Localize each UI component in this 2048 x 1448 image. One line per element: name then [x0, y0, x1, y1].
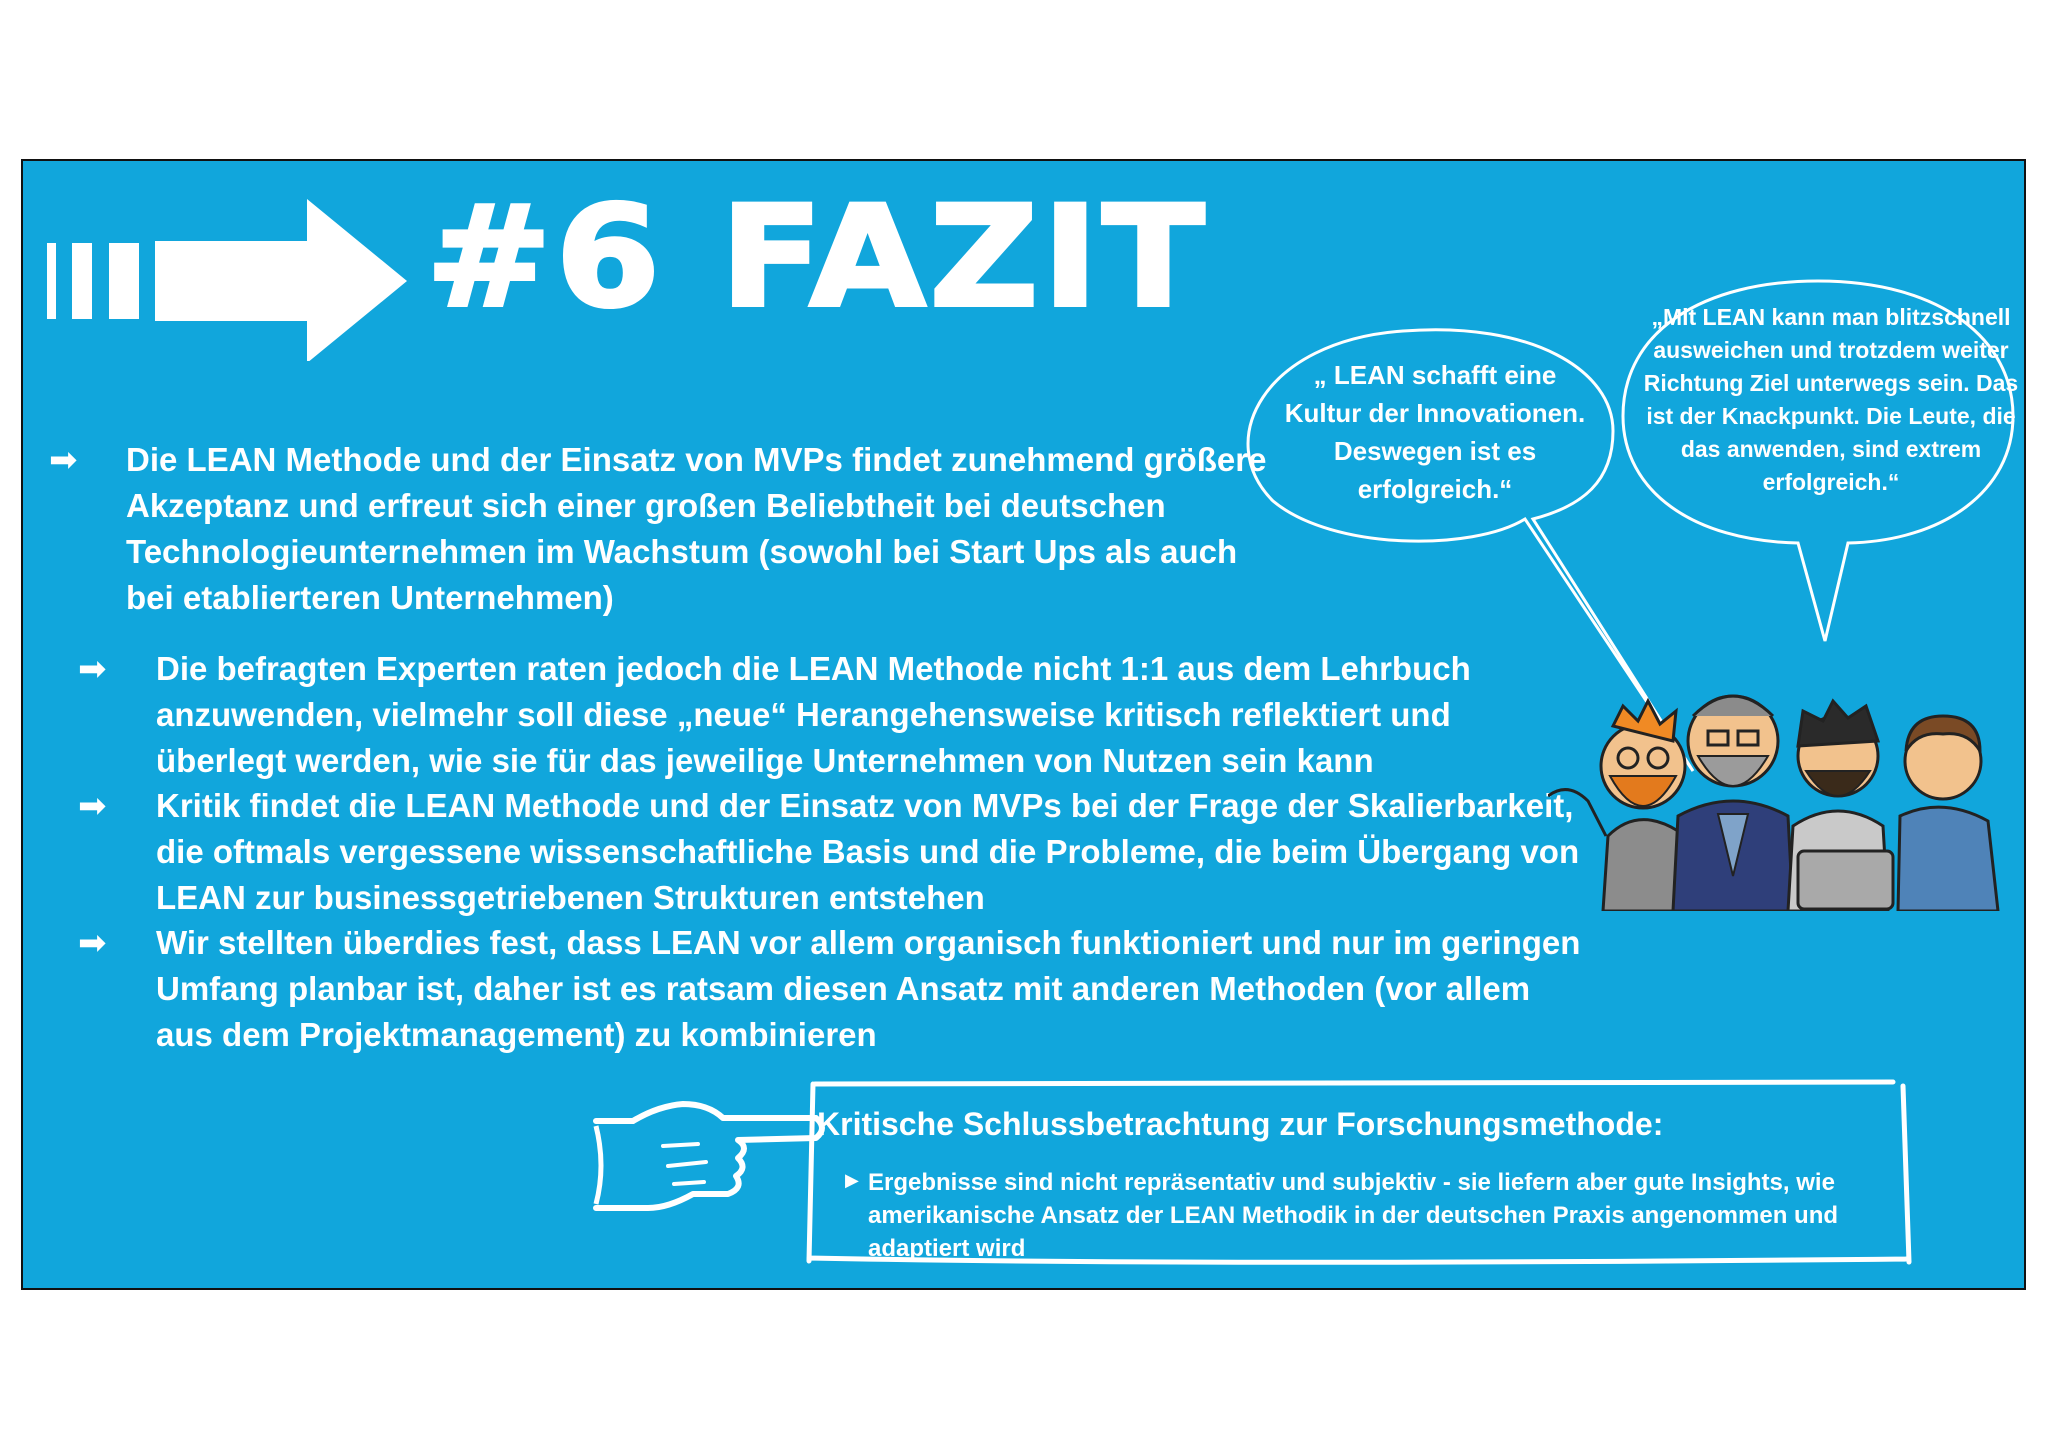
bullet-2: Die befragten Experten raten jedoch die LEAN Methode nicht 1:1 aus dem Lehrbuch anzuwenden, vielmehr soll diese „neue“ Herangehensweise kritisch reflektiert und überlegt werden, wie sie für das jeweilige Unternehmen von Nutzen sein kann — [156, 650, 1471, 779]
bullet-1: Die LEAN Methode und der Einsatz von MVPs findet zunehmend größere Akzeptanz und erfreut sich einer großen Beliebtheit bei deutschen Technologieunternehmen im Wachstum (sowohl bei Start Ups als auch bei etablierteren Unternehmen) — [126, 441, 1267, 616]
cartoon-team-image — [1548, 646, 2018, 911]
quote-2: „Mit LEAN kann man blitzschnell ausweichen und trotzdem weiter Richtung Ziel unterwegs sein. Das ist der Knackpunkt. Die Leute, die das anwenden, sind extrem erfolgreich.“ — [1643, 304, 2019, 495]
conclusion-item: Ergebnisse sind nicht repräsentativ und subjektiv - sie liefern aber gute Insights, wie amerikanische Ansatz der LEAN Methodik in der deutschen Praxis angenommen und adaptiert wird — [868, 1169, 1839, 1262]
right-arrow-icon: ➡ — [78, 923, 107, 963]
title-arrow-icon — [47, 181, 417, 361]
page-title: #6 FAZIT — [426, 176, 1209, 339]
right-arrow-icon: ➡ — [78, 649, 107, 689]
right-arrow-icon: ➡ — [49, 440, 78, 480]
pointing-hand-icon — [588, 1096, 828, 1216]
conclusion-title: Kritische Schlussbetrachtung zur Forschungsmethode: — [817, 1106, 1664, 1142]
slide — [21, 159, 2026, 1290]
right-arrow-icon: ➡ — [78, 786, 107, 826]
bullet-4: Wir stellten überdies fest, dass LEAN vor allem organisch funktioniert und nur im geringen Umfang planbar ist, daher ist es ratsam diesen Ansatz mit anderen Methoden (vor allem aus dem Projektmanagement) zu kombinieren — [156, 924, 1581, 1053]
bullet-3: Kritik findet die LEAN Methode und der Einsatz von MVPs bei der Frage der Skalierbarkeit, die oftmals vergessene wissenschaftliche Basis und die Probleme, die beim Übergang von LEAN zur businessgetriebenen Strukturen entstehen — [156, 787, 1580, 916]
bullet-triangle-icon: ▶ — [845, 1170, 859, 1191]
quote-1: „ LEAN schafft eine Kultur der Innovationen. Deswegen ist es erfolgreich.“ — [1284, 360, 1586, 504]
